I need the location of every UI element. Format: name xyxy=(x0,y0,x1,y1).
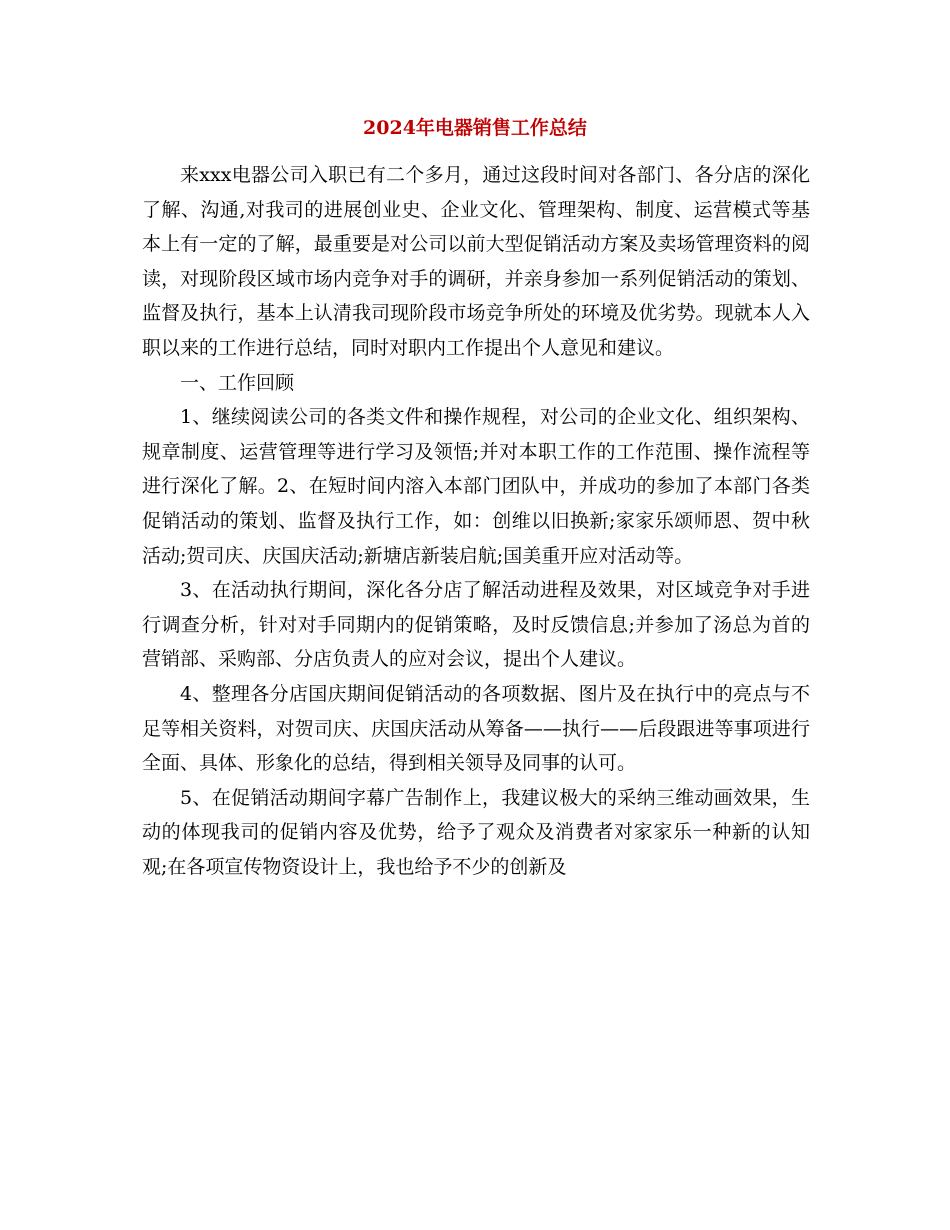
paragraph-item-4: 4、整理各分店国庆期间促销活动的各项数据、图片及在执行中的亮点与不足等相关资料，对贺司庆、庆国庆活动从筹备——执行——后段跟进等事项进行全面、具体、形象化的总结，得到相关领导及同事的认可。 xyxy=(142,682,810,775)
paragraph-item-1-2: 1、继续阅读公司的各类文件和操作规程，对公司的企业文化、组织架构、规章制度、运营管理等进行学习及领悟;并对本职工作的工作范围、操作流程等进行深化了解。2、在短时间内溶入本部门团队中，并成功的参加了本部门各类促销活动的策划、监督及执行工作，如：创维以旧换新;家家乐颂师恩、贺中秋活动;贺司庆、庆国庆活动;新塘店新装启航;国美重开应对活动等。 xyxy=(142,406,810,567)
paragraph-item-5: 5、在促销活动期间字幕广告制作上，我建议极大的采纳三维动画效果，生动的体现我司的促销内容及优势，给予了观众及消费者对家家乐一种新的认知观;在各项宣传物资设计上，我也给予不少的创新及 xyxy=(142,786,810,878)
document-body xyxy=(142,158,810,884)
document-title: 2024年电器销售工作总结 xyxy=(363,117,587,139)
section-heading-work-review: 一、工作回顾 xyxy=(180,371,295,394)
paragraph-intro: 来xxx电器公司入职已有二个多月，通过这段时间对各部门、各分店的深化了解、沟通,对我司的进展创业史、企业文化、管理架构、制度、运营模式等基本上有一定的了解，最重要是对公司以前大型促销活动方案及卖场管理资料的阅读，对现阶段区域市场内竞争对手的调研，并亲身参加一系列促销活动的策划、监督及执行，基本上认清我司现阶段市场竞争所处的环境及优劣势。现就本人入职以来的工作进行总结，同时对职内工作提出个人意见和建议。 xyxy=(142,164,810,359)
paragraph-item-3: 3、在活动执行期间，深化各分店了解活动进程及效果，对区域竞争对手进行调查分析，针对对手同期内的促销策略，及时反馈信息;并参加了汤总为首的营销部、采购部、分店负责人的应对会议，提出个人建议。 xyxy=(142,579,810,671)
